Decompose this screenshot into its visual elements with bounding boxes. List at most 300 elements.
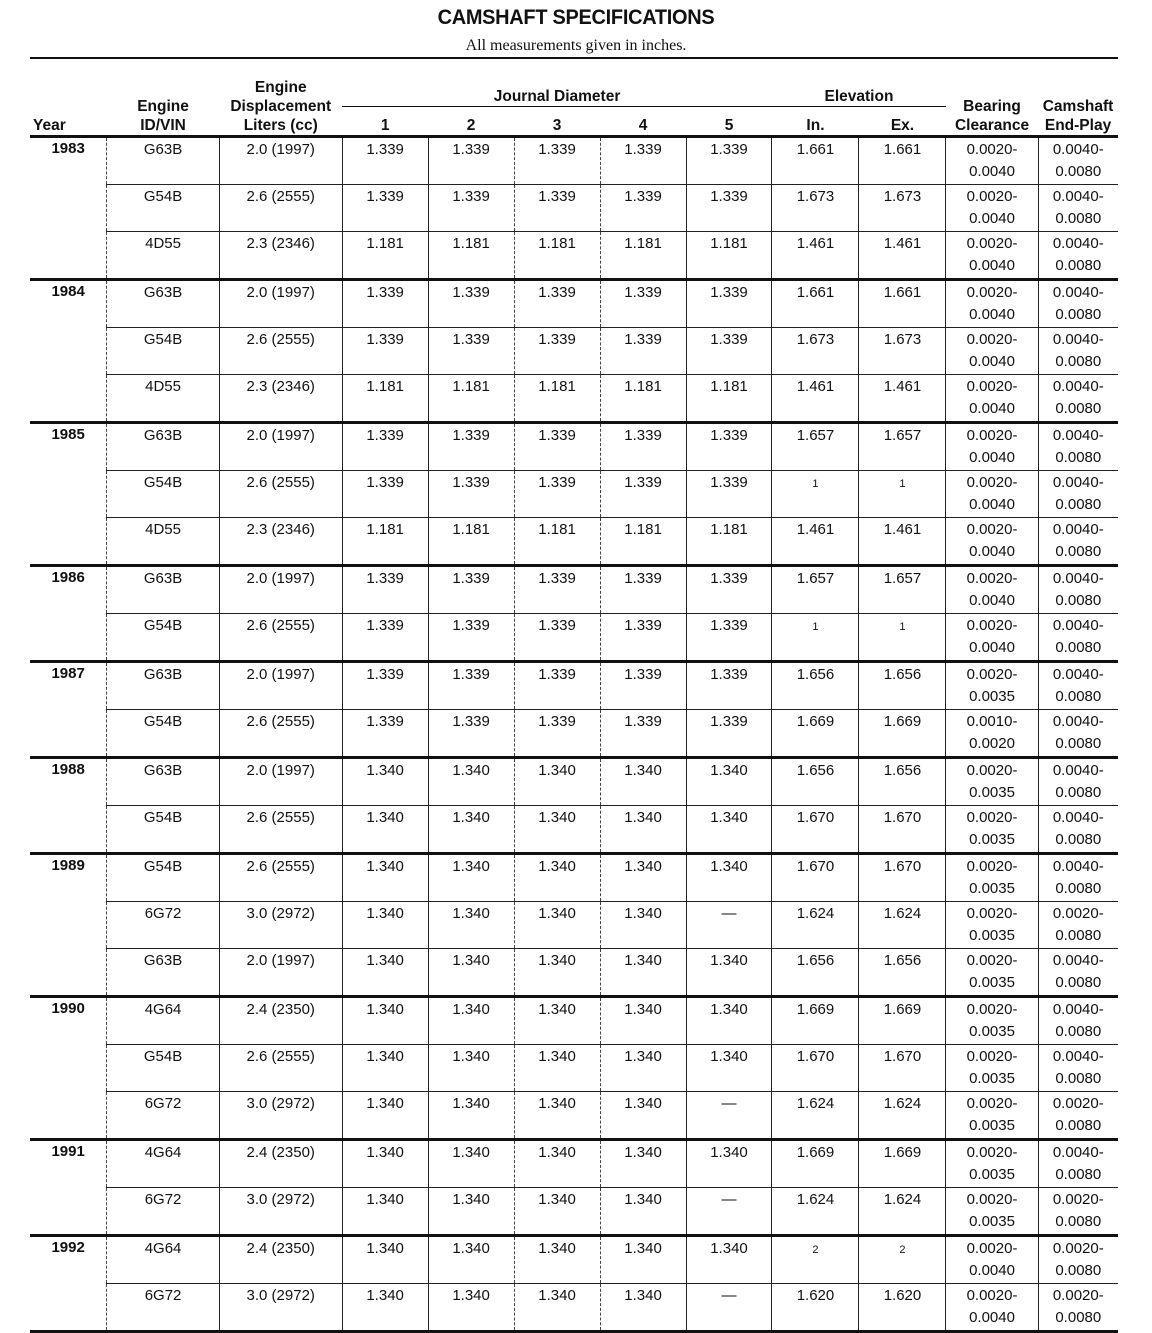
journal-2-cell	[428, 902, 514, 949]
engine-id-cell	[107, 902, 220, 949]
bearing-clearance-cell-line2: 0.0040	[969, 592, 1015, 609]
journal-1-cell-value: 1.339	[366, 617, 404, 634]
journal-1-cell-value: 1.340	[366, 1191, 404, 1208]
bearing-clearance-cell-line1: 0.0010-	[966, 713, 1018, 730]
header-camshaft-endplay	[1038, 78, 1118, 137]
elevation-in-cell-value: 1.624	[796, 905, 835, 922]
displacement-cell	[219, 328, 342, 375]
header-engine-id	[107, 78, 220, 137]
bearing-clearance-cell-line1: 0.0020-	[966, 474, 1018, 491]
bearing-clearance-cell	[946, 1284, 1038, 1332]
endplay-cell-line2: 0.0080	[1055, 1262, 1102, 1279]
journal-3-cell-value: 1.340	[538, 1048, 576, 1065]
header-displacement-line3: Liters (cc)	[243, 117, 318, 134]
elevation-ex-cell-value: 1.461	[883, 521, 922, 538]
journal-4-cell	[600, 328, 686, 375]
journal-1-cell	[342, 1140, 428, 1188]
journal-5-cell	[686, 232, 772, 280]
elevation-in-cell-value: 1.461	[796, 235, 835, 252]
elevation-ex-cell	[859, 902, 946, 949]
journal-4-cell	[600, 1236, 686, 1284]
elevation-ex-cell	[859, 614, 946, 662]
journal-2-cell-value: 1.340	[452, 952, 490, 969]
bearing-clearance-cell	[946, 518, 1038, 566]
table-row	[30, 518, 1118, 566]
journal-4-cell-value: 1.339	[624, 666, 662, 683]
header-elevation-in: In.	[772, 106, 859, 136]
displacement-cell	[219, 566, 342, 614]
elevation-in-cell-value: 1.656	[796, 952, 835, 969]
displacement-cell	[219, 1284, 342, 1332]
journal-1-cell	[342, 185, 428, 232]
endplay-cell	[1038, 280, 1118, 328]
elevation-ex-cell	[859, 854, 946, 902]
engine-id-cell	[107, 614, 220, 662]
journal-4-cell-value: 1.340	[624, 1287, 662, 1304]
endplay-cell-line2: 0.0080	[1055, 306, 1102, 323]
journal-3-cell-value: 1.339	[538, 666, 576, 683]
displacement-cell	[219, 949, 342, 997]
elevation-in-cell	[772, 1236, 859, 1284]
elevation-in-cell	[772, 997, 859, 1045]
engine-id-cell-value: G54B	[143, 858, 183, 875]
journal-1-cell	[342, 949, 428, 997]
journal-1-cell-value: 1.340	[366, 1240, 404, 1257]
elevation-in-cell	[772, 854, 859, 902]
journal-4-cell	[600, 1092, 686, 1140]
displacement-cell-value: 2.6 (2555)	[246, 809, 315, 826]
bearing-clearance-cell-line1: 0.0020-	[966, 617, 1018, 634]
bearing-clearance-cell-line1: 0.0020-	[966, 378, 1018, 395]
elevation-in-cell	[772, 328, 859, 375]
bearing-clearance-cell-line2: 0.0035	[969, 1213, 1015, 1230]
journal-4-cell	[600, 1140, 686, 1188]
engine-id-cell	[107, 1140, 220, 1188]
table-row	[30, 854, 1118, 902]
journal-5-cell	[686, 854, 772, 902]
journal-1-cell	[342, 423, 428, 471]
table-row	[30, 997, 1118, 1045]
elevation-ex-cell-value: 1.656	[883, 952, 922, 969]
journal-5-cell-value: 1.340	[710, 1240, 748, 1257]
header-displacement	[219, 78, 342, 137]
table-row	[30, 758, 1118, 806]
elevation-in-cell	[772, 806, 859, 854]
table-row	[30, 1092, 1118, 1140]
displacement-cell-value: 2.6 (2555)	[246, 331, 315, 348]
elevation-ex-cell	[859, 185, 946, 232]
bearing-clearance-cell-line1: 0.0020-	[966, 1191, 1018, 1208]
bearing-clearance-cell	[946, 280, 1038, 328]
journal-5-cell	[686, 902, 772, 949]
header-journal-2: 2	[428, 106, 514, 136]
displacement-cell-value: 2.3 (2346)	[246, 235, 315, 252]
table-row	[30, 423, 1118, 471]
bearing-clearance-cell-line1: 0.0020-	[966, 188, 1018, 205]
engine-id-cell	[107, 1092, 220, 1140]
journal-3-cell-value: 1.340	[538, 1144, 576, 1161]
bearing-clearance-cell	[946, 1045, 1038, 1092]
journal-2-cell	[428, 758, 514, 806]
journal-4-cell	[600, 614, 686, 662]
endplay-cell	[1038, 328, 1118, 375]
elevation-ex-cell	[859, 1092, 946, 1140]
journal-5-cell-value: 1.339	[710, 666, 748, 683]
elevation-ex-cell-value: 1.669	[883, 1144, 922, 1161]
displacement-cell-value: 2.0 (1997)	[246, 141, 315, 158]
journal-5-cell	[686, 518, 772, 566]
elevation-ex-cell-value: 1.657	[883, 427, 922, 444]
endplay-cell	[1038, 710, 1118, 758]
endplay-cell	[1038, 1188, 1118, 1236]
elevation-ex-cell	[859, 758, 946, 806]
endplay-cell-line1: 0.0040-	[1052, 235, 1104, 252]
endplay-cell	[1038, 902, 1118, 949]
journal-2-cell	[428, 280, 514, 328]
year-cell: 1989	[30, 854, 107, 997]
engine-id-cell	[107, 280, 220, 328]
header-journal-4: 4	[600, 106, 686, 136]
journal-1-cell-value: 1.340	[366, 1095, 404, 1112]
header-journal-1: 1	[342, 106, 428, 136]
journal-1-cell	[342, 662, 428, 710]
journal-2-cell-value: 1.340	[452, 1240, 490, 1257]
header-journal-diameter: Journal Diameter	[342, 78, 772, 106]
elevation-ex-cell	[859, 806, 946, 854]
bearing-clearance-cell-line1: 0.0020-	[966, 1240, 1018, 1257]
journal-3-cell-value: 1.181	[538, 521, 576, 538]
displacement-cell-value: 3.0 (2972)	[246, 1287, 315, 1304]
journal-2-cell	[428, 566, 514, 614]
journal-4-cell	[600, 902, 686, 949]
journal-5-cell-value: 1.339	[710, 141, 748, 158]
elevation-in-cell-value: 1	[812, 478, 819, 490]
journal-5-cell	[686, 758, 772, 806]
header-bearing-clearance	[946, 78, 1038, 137]
displacement-cell	[219, 1236, 342, 1284]
journal-1-cell-value: 1.181	[366, 378, 404, 395]
header-elevation-ex: Ex.	[859, 106, 946, 136]
bearing-clearance-cell	[946, 1140, 1038, 1188]
displacement-cell-value: 2.0 (1997)	[246, 666, 315, 683]
journal-4-cell-value: 1.339	[624, 570, 662, 587]
endplay-cell	[1038, 1284, 1118, 1332]
journal-3-cell	[514, 1188, 600, 1236]
journal-3-cell	[514, 518, 600, 566]
elevation-ex-cell-value: 1.624	[883, 905, 922, 922]
elevation-ex-cell-value: 1.656	[883, 762, 922, 779]
year-cell: 1990	[30, 997, 107, 1140]
elevation-in-cell	[772, 1188, 859, 1236]
journal-2-cell-value: 1.340	[452, 858, 490, 875]
journal-5-cell-value: 1.340	[710, 858, 748, 875]
elevation-in-cell-value: 1.673	[796, 331, 835, 348]
engine-id-cell	[107, 137, 220, 185]
elevation-in-cell	[772, 518, 859, 566]
endplay-cell-line2: 0.0080	[1055, 1023, 1102, 1040]
engine-id-cell	[107, 854, 220, 902]
journal-4-cell	[600, 232, 686, 280]
bearing-clearance-cell	[946, 566, 1038, 614]
year-cell: 1988	[30, 758, 107, 854]
journal-2-cell	[428, 806, 514, 854]
endplay-cell-line2: 0.0080	[1055, 210, 1102, 227]
journal-2-cell	[428, 1140, 514, 1188]
header-displacement-line2: Displacement	[230, 98, 332, 115]
elevation-ex-cell	[859, 137, 946, 185]
endplay-cell-line1: 0.0040-	[1052, 617, 1104, 634]
engine-id-cell	[107, 1045, 220, 1092]
engine-id-cell-value: G63B	[143, 952, 183, 969]
journal-3-cell	[514, 997, 600, 1045]
displacement-cell-value: 2.0 (1997)	[246, 570, 315, 587]
journal-1-cell	[342, 1284, 428, 1332]
displacement-cell-value: 3.0 (2972)	[246, 1095, 315, 1112]
displacement-cell	[219, 232, 342, 280]
journal-1-cell-value: 1.339	[366, 474, 404, 491]
elevation-in-cell-value: 1.656	[796, 666, 835, 683]
elevation-ex-cell	[859, 1140, 946, 1188]
displacement-cell-value: 2.4 (2350)	[246, 1144, 315, 1161]
journal-1-cell-value: 1.339	[366, 141, 404, 158]
journal-5-cell	[686, 280, 772, 328]
displacement-cell	[219, 375, 342, 423]
journal-2-cell	[428, 471, 514, 518]
bearing-clearance-cell-line1: 0.0020-	[966, 1001, 1018, 1018]
journal-2-cell	[428, 328, 514, 375]
journal-4-cell-value: 1.340	[624, 858, 662, 875]
elevation-ex-cell-value: 1.661	[883, 141, 922, 158]
endplay-cell-line1: 0.0040-	[1052, 952, 1104, 969]
journal-5-cell	[686, 566, 772, 614]
bearing-clearance-cell-line2: 0.0040	[969, 449, 1015, 466]
elevation-in-cell	[772, 280, 859, 328]
endplay-cell	[1038, 232, 1118, 280]
bearing-clearance-cell-line1: 0.0020-	[966, 521, 1018, 538]
endplay-cell-line1: 0.0040-	[1052, 809, 1104, 826]
journal-5-cell-value: 1.339	[710, 570, 748, 587]
displacement-cell	[219, 854, 342, 902]
journal-2-cell-value: 1.340	[452, 809, 490, 826]
displacement-cell	[219, 137, 342, 185]
bearing-clearance-cell-line2: 0.0040	[969, 210, 1015, 227]
elevation-in-cell	[772, 375, 859, 423]
engine-id-cell	[107, 997, 220, 1045]
elevation-in-cell-value: 1.669	[796, 1144, 835, 1161]
elevation-ex-cell-value: 1.669	[883, 713, 922, 730]
engine-id-cell-value: G54B	[143, 474, 183, 491]
elevation-ex-cell	[859, 566, 946, 614]
elevation-in-cell-value: 1.657	[796, 570, 835, 587]
endplay-cell-line2: 0.0080	[1055, 543, 1102, 560]
table-row	[30, 1188, 1118, 1236]
engine-id-cell-value: G63B	[143, 427, 183, 444]
endplay-cell-line2: 0.0080	[1055, 496, 1102, 513]
elevation-in-cell	[772, 758, 859, 806]
bearing-clearance-cell-line2: 0.0035	[969, 1070, 1015, 1087]
elevation-ex-cell-value: 1.657	[883, 570, 922, 587]
header-endplay-line2: End-Play	[1044, 117, 1112, 134]
endplay-cell-line1: 0.0040-	[1052, 1144, 1104, 1161]
engine-id-cell-value: G54B	[143, 617, 183, 634]
bearing-clearance-cell	[946, 949, 1038, 997]
endplay-cell	[1038, 471, 1118, 518]
journal-1-cell	[342, 518, 428, 566]
header-engine-id-line2: ID/VIN	[140, 117, 186, 134]
journal-5-cell-value: 1.181	[710, 521, 748, 538]
journal-2-cell	[428, 1092, 514, 1140]
bearing-clearance-cell-line2: 0.0040	[969, 639, 1015, 656]
journal-2-cell-value: 1.340	[452, 1001, 490, 1018]
displacement-cell-value: 2.6 (2555)	[246, 713, 315, 730]
elevation-in-cell	[772, 1140, 859, 1188]
journal-3-cell	[514, 280, 600, 328]
bearing-clearance-cell-line2: 0.0020	[969, 735, 1015, 752]
journal-4-cell	[600, 375, 686, 423]
journal-5-cell-value: 1.339	[710, 284, 748, 301]
engine-id-cell-value: 6G72	[144, 1191, 182, 1208]
journal-4-cell	[600, 854, 686, 902]
engine-id-cell	[107, 710, 220, 758]
elevation-in-cell	[772, 471, 859, 518]
journal-4-cell-value: 1.339	[624, 188, 662, 205]
journal-4-cell-value: 1.340	[624, 1144, 662, 1161]
journal-3-cell	[514, 471, 600, 518]
journal-4-cell-value: 1.340	[624, 762, 662, 779]
journal-3-cell	[514, 758, 600, 806]
elevation-ex-cell-value: 1.661	[883, 284, 922, 301]
engine-id-cell	[107, 518, 220, 566]
year-cell: 1991	[30, 1140, 107, 1236]
elevation-in-cell	[772, 185, 859, 232]
bearing-clearance-cell-line2: 0.0040	[969, 543, 1015, 560]
elevation-in-cell	[772, 1092, 859, 1140]
displacement-cell-value: 2.4 (2350)	[246, 1240, 315, 1257]
journal-3-cell-value: 1.340	[538, 952, 576, 969]
journal-3-cell	[514, 185, 600, 232]
journal-3-cell-value: 1.339	[538, 427, 576, 444]
engine-id-cell-value: G63B	[143, 141, 183, 158]
endplay-cell-line2: 0.0080	[1055, 400, 1102, 417]
journal-5-cell	[686, 423, 772, 471]
displacement-cell	[219, 471, 342, 518]
table-row	[30, 328, 1118, 375]
journal-2-cell-value: 1.339	[452, 713, 490, 730]
engine-id-cell-value: G54B	[143, 188, 183, 205]
journal-4-cell-value: 1.339	[624, 284, 662, 301]
displacement-cell-value: 2.6 (2555)	[246, 858, 315, 875]
journal-5-cell	[686, 1236, 772, 1284]
elevation-in-cell-value: 1.624	[796, 1191, 835, 1208]
journal-5-cell	[686, 1045, 772, 1092]
journal-4-cell	[600, 710, 686, 758]
journal-2-cell-value: 1.339	[452, 284, 490, 301]
elevation-in-cell-value: 1.670	[796, 1048, 835, 1065]
elevation-in-cell	[772, 949, 859, 997]
bearing-clearance-cell-line2: 0.0040	[969, 400, 1015, 417]
journal-1-cell	[342, 1092, 428, 1140]
endplay-cell-line2: 0.0080	[1055, 1166, 1102, 1183]
displacement-cell-value: 2.6 (2555)	[246, 188, 315, 205]
displacement-cell	[219, 614, 342, 662]
endplay-cell-line1: 0.0040-	[1052, 1001, 1104, 1018]
bearing-clearance-cell-line1: 0.0020-	[966, 570, 1018, 587]
endplay-cell	[1038, 375, 1118, 423]
endplay-cell-line1: 0.0040-	[1052, 427, 1104, 444]
journal-1-cell	[342, 1236, 428, 1284]
journal-5-cell-value: 1.181	[710, 235, 748, 252]
engine-id-cell	[107, 328, 220, 375]
endplay-cell-line2: 0.0080	[1055, 592, 1102, 609]
engine-id-cell-value: G54B	[143, 1048, 183, 1065]
journal-4-cell-value: 1.339	[624, 427, 662, 444]
displacement-cell	[219, 806, 342, 854]
journal-1-cell-value: 1.340	[366, 952, 404, 969]
bearing-clearance-cell-line1: 0.0020-	[966, 235, 1018, 252]
displacement-cell	[219, 662, 342, 710]
elevation-ex-cell-value: 1.461	[883, 378, 922, 395]
journal-2-cell	[428, 1284, 514, 1332]
displacement-cell-value: 3.0 (2972)	[246, 1191, 315, 1208]
bearing-clearance-cell-line2: 0.0040	[969, 1262, 1015, 1279]
elevation-ex-cell	[859, 518, 946, 566]
bearing-clearance-cell-line1: 0.0020-	[966, 905, 1018, 922]
journal-3-cell-value: 1.339	[538, 331, 576, 348]
journal-4-cell	[600, 280, 686, 328]
endplay-cell-line2: 0.0080	[1055, 353, 1102, 370]
bearing-clearance-cell	[946, 328, 1038, 375]
displacement-cell-value: 2.6 (2555)	[246, 617, 315, 634]
journal-1-cell	[342, 375, 428, 423]
journal-2-cell-value: 1.181	[452, 235, 490, 252]
displacement-cell-value: 2.0 (1997)	[246, 762, 315, 779]
bearing-clearance-cell	[946, 710, 1038, 758]
journal-5-cell	[686, 949, 772, 997]
journal-2-cell-value: 1.339	[452, 331, 490, 348]
elevation-in-cell-value: 1.624	[796, 1095, 835, 1112]
bearing-clearance-cell-line2: 0.0040	[969, 1309, 1015, 1326]
journal-1-cell-value: 1.340	[366, 1001, 404, 1018]
elevation-in-cell	[772, 566, 859, 614]
endplay-cell-line1: 0.0040-	[1052, 378, 1104, 395]
bearing-clearance-cell-line1: 0.0020-	[966, 762, 1018, 779]
engine-id-cell	[107, 375, 220, 423]
journal-2-cell-value: 1.339	[452, 666, 490, 683]
elevation-ex-cell	[859, 1236, 946, 1284]
journal-5-cell-value: 1.339	[710, 617, 748, 634]
bearing-clearance-cell	[946, 375, 1038, 423]
journal-3-cell	[514, 902, 600, 949]
endplay-cell	[1038, 758, 1118, 806]
journal-5-cell	[686, 1092, 772, 1140]
journal-5-cell-value: 1.340	[710, 1144, 748, 1161]
elevation-in-cell-value: 1.620	[796, 1287, 835, 1304]
journal-1-cell-value: 1.340	[366, 1048, 404, 1065]
endplay-cell	[1038, 185, 1118, 232]
bearing-clearance-cell	[946, 1188, 1038, 1236]
engine-id-cell-value: 6G72	[144, 1287, 182, 1304]
journal-3-cell	[514, 662, 600, 710]
journal-4-cell	[600, 1188, 686, 1236]
journal-2-cell-value: 1.340	[452, 905, 490, 922]
journal-1-cell-value: 1.339	[366, 666, 404, 683]
table-row	[30, 566, 1118, 614]
journal-5-cell	[686, 137, 772, 185]
endplay-cell-line2: 0.0080	[1055, 1117, 1102, 1134]
endplay-cell-line1: 0.0040-	[1052, 762, 1104, 779]
elevation-ex-cell	[859, 1045, 946, 1092]
journal-5-cell	[686, 997, 772, 1045]
